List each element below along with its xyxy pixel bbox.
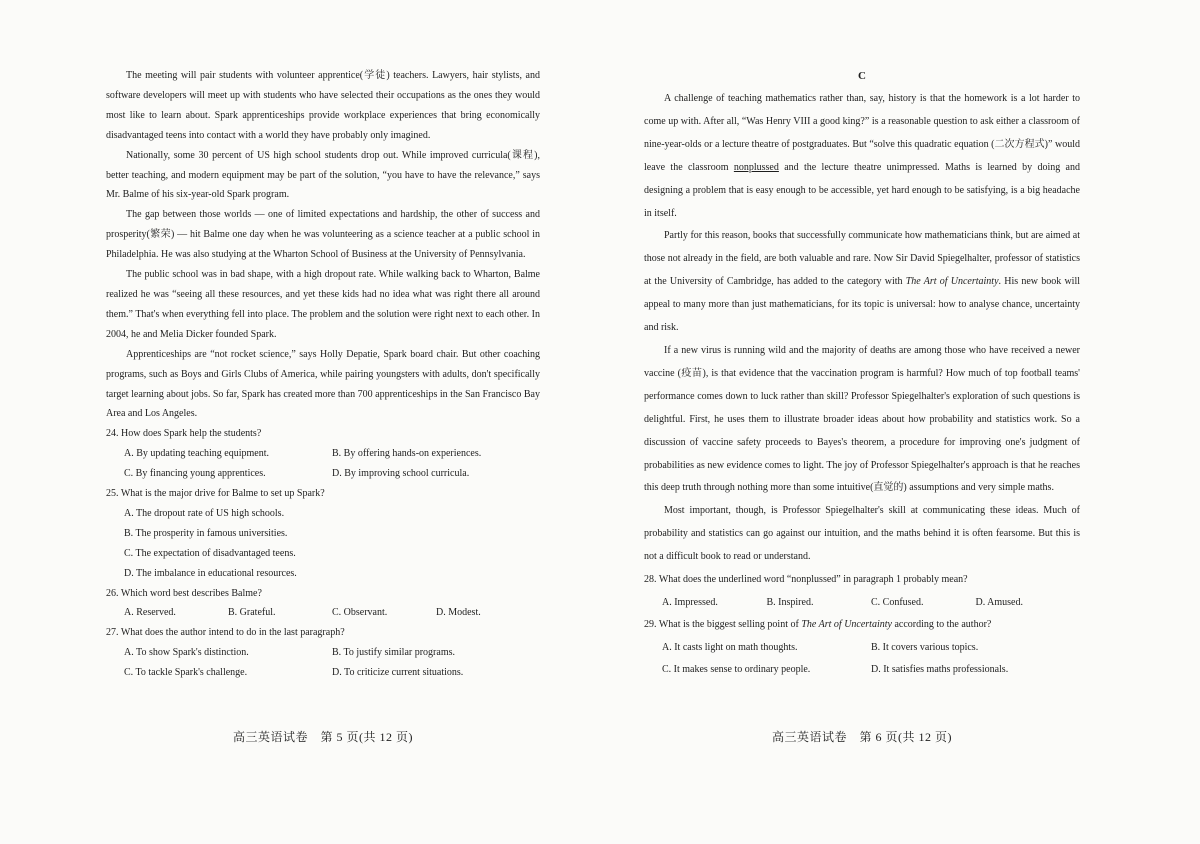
question-stem: 28. What does the underlined word “nonplussed” in paragraph 1 probably mean?	[644, 574, 968, 586]
option-d: D. It satisfies maths professionals.	[871, 664, 1009, 676]
book-title: The Art of Uncertainty	[905, 276, 999, 288]
paragraph: Most important, though, is Professor Spiegelhalter's skill at communicating these ideas. Much of probability and statistics can go against our intuition, and the maths behind it is often fearsome. But this is not a difficult book to read or understand.	[644, 505, 1080, 563]
section-heading: C	[858, 70, 866, 82]
page-6-content	[644, 66, 1080, 682]
question-stem: 24. How does Spark help the students?	[106, 428, 262, 440]
option-d: D. To criticize current situations.	[332, 667, 464, 679]
paragraph: Nationally, some 30 percent of US high school students drop out. While improved curricula(课程), better teaching, and modern equipment may be part of the solution, “you have to have the relevance,” says Mr. Balme of his six-year-old Spark program.	[106, 149, 540, 201]
question-stem: 27. What does the author intend to do in the last paragraph?	[106, 627, 345, 639]
option-c: C. The expectation of disadvantaged teens.	[124, 547, 296, 559]
paragraph: Partly for this reason, books that successfully communicate how mathematicians think, but are aimed at those not already in the field, are both valuable and rare. Now Sir David Spiegelhalter, professor of statistics at the University of Cambridge, has added to the category with The Art of Uncertainty. His new book will appeal to many more than just mathematicians, for its topic is universal: how to analyse chance, uncertainty and risk.	[644, 230, 1080, 334]
question-stem: 29. What is the biggest selling point of The Art of Uncertainty according to the author?	[644, 619, 992, 631]
question-29	[644, 614, 1080, 682]
page-5	[106, 0, 540, 844]
paragraph: The public school was in bad shape, with a high dropout rate. While walking back to Wharton, Balme realized he was “seeing all these resources, and yet these kids had no idea what was right there all around them.” That's when everything fell into place. The problem and the solution were right next to each other. In 2004, he and Melia Dicker founded Spark.	[106, 269, 540, 340]
question-stem: 25. What is the major drive for Balme to set up Spark?	[106, 488, 325, 500]
question-25	[106, 484, 540, 584]
option-c: C. By financing young apprentices.	[124, 468, 266, 480]
option-b: B. Grateful.	[228, 607, 276, 619]
page-5-content	[106, 66, 540, 683]
option-c: C. It makes sense to ordinary people.	[662, 664, 811, 676]
option-a: A. The dropout rate of US high schools.	[124, 507, 285, 519]
option-b: B. Inspired.	[766, 596, 814, 608]
paragraph: If a new virus is running wild and the majority of deaths are among those who have received a newer vaccine (疫苗), is that evidence that the vaccination program is harmful? How much of top football teams' performance comes down to luck rather than skill? Professor Spiegelhalter's exploration of such questions is delightful. First, he uses them to illustrate broader ideas about how probability and statistics work. So a discussion of vaccine safety proceeds to Bayes's theorem, a procedure for improving one's judgment of probabilities as new evidence comes to light. The joy of Professor Spiegelhalter's approach is that he reaches this deep truth through nothing more than some intuitive(直觉的) assumptions and very simple maths.	[644, 344, 1080, 494]
question-28	[644, 569, 1080, 614]
option-a: A. It casts light on math thoughts.	[662, 641, 798, 653]
paragraph: Apprenticeships are “not rocket science,” says Holly Depatie, Spark board chair. But other coaching programs, such as Boys and Girls Clubs of America, while pairing youngsters with adults, don't specifically target learning about jobs. So far, Spark has created more than 700 apprenticeships in the San Francisco Bay Area and Los Angeles.	[106, 348, 540, 420]
question-27	[106, 623, 540, 683]
option-b: B. To justify similar programs.	[332, 647, 455, 659]
option-d: D. Amused.	[975, 596, 1023, 608]
underlined-word: nonplussed	[733, 161, 779, 173]
option-a: A. Reserved.	[124, 607, 176, 619]
option-c: C. To tackle Spark's challenge.	[124, 667, 248, 679]
paragraph: A challenge of teaching mathematics rather than, say, history is that the homework is a lot harder to come up with. After all, “Was Henry VIII a good king?” is a reasonable question to ask either a classroom of nine-year-olds or a lecture theatre of postgraduates. But “solve this quadratic equation (二次方程式)” would leave the classroom nonplussed and the lecture theatre unimpressed. Maths is learned by doing and designing a problem that is easy enough to be accessible, yet hard enough to be satisfying, is a big headache in itself.	[644, 93, 1080, 219]
paragraph: The meeting will pair students with volunteer apprentice(学徒) teachers. Lawyers, hair stylists, and software developers will meet up with students who have selected their occupations as the ones they would most like to learn about. Spark apprenticeships provide workplace experiences that bring economically disadvantaged teens into contact with a world they have probably only imagined.	[106, 70, 540, 141]
option-c: C. Confused.	[871, 596, 924, 608]
option-b: B. It covers various topics.	[871, 641, 979, 653]
option-d: D. By improving school curricula.	[332, 468, 470, 480]
page-6	[644, 0, 1080, 844]
book-title: The Art of Uncertainty	[801, 619, 892, 631]
option-a: A. By updating teaching equipment.	[124, 448, 269, 460]
question-26	[106, 584, 540, 624]
option-d: D. Modest.	[436, 607, 481, 619]
option-a: A. To show Spark's distinction.	[124, 647, 249, 659]
option-b: B. The prosperity in famous universities.	[124, 527, 288, 539]
paragraph: The gap between those worlds — one of limited expectations and hardship, the other of success and prosperity(繁荣) — hit Balme one day when he was volunteering as a science teacher at a public school in Philadelphia. He was also studying at the Wharton School of Business at the University of Pennsylvania.	[106, 209, 540, 261]
question-24	[106, 424, 540, 484]
option-b: B. By offering hands-on experiences.	[332, 448, 482, 460]
option-d: D. The imbalance in educational resources.	[124, 567, 297, 579]
question-stem: 26. Which word best describes Balme?	[106, 587, 262, 599]
page-footer: 高三英语试卷 第 5 页(共 12 页)	[233, 730, 413, 744]
option-c: C. Observant.	[332, 607, 388, 619]
page-footer: 高三英语试卷 第 6 页(共 12 页)	[772, 730, 952, 744]
option-a: A. Impressed.	[662, 596, 718, 608]
